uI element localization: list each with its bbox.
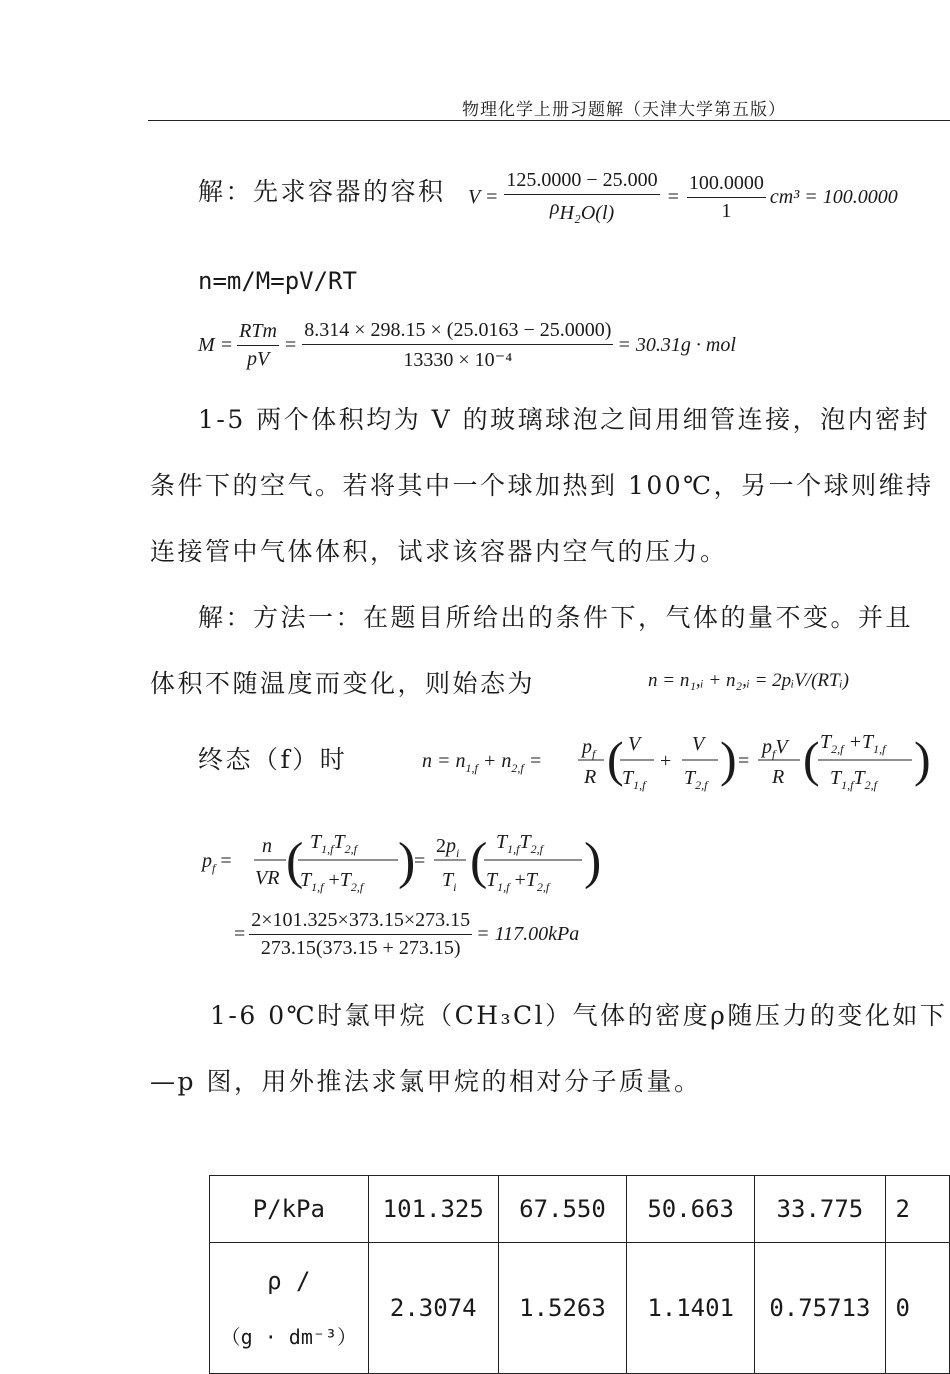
volume-den1: ρ: [549, 197, 560, 219]
volume-den1-sub: H₂O(l): [559, 202, 615, 224]
initial-state-equation: n = n₁,ᵢ + n₂,ᵢ = 2pᵢV/(RTᵢ): [648, 670, 849, 691]
svg-text:): ): [398, 833, 416, 890]
table-header-density: [210, 1243, 369, 1374]
svg-text:=: =: [414, 850, 426, 872]
table-cell: 33.775: [755, 1176, 885, 1243]
svg-text:n: n: [262, 835, 272, 857]
table-header-pressure: P/kPa: [210, 1176, 369, 1243]
solution-line-1: 解：方法一：在题目所给出的条件下，气体的量不变。并且: [198, 603, 914, 632]
volume-lhs: V =: [468, 185, 499, 208]
problem-1-5-line-2: 条件下的空气。若将其中一个球加热到 100℃，另一个球则维持: [150, 471, 934, 500]
molar-mass-lhs: M =: [198, 333, 234, 356]
pf-numeric-den: 273.15(373.15 + 273.15): [260, 936, 461, 959]
svg-text:(: (: [607, 731, 624, 787]
page-header: 物理化学上册习题解（天津大学第五版）: [462, 100, 786, 120]
table-cell: 0: [885, 1243, 949, 1374]
svg-text:T1,f +T2,f: $T_{1,f} +T_{2,f}$: [486, 869, 550, 894]
svg-text:(: (: [470, 833, 488, 890]
problem-1-5-line-3: 连接管中气体体积，试求该容器内空气的压力。: [150, 537, 728, 566]
table-cell: 101.325: [368, 1176, 498, 1243]
volume-fraction-2: [687, 172, 766, 223]
svg-text:=: =: [738, 750, 750, 772]
table-row-density: [210, 1243, 950, 1374]
svg-text:(: (: [803, 731, 820, 787]
pf-numeric-num: 2×101.325×373.15×273.15: [249, 909, 472, 935]
density-header-bottom: （g · dm⁻³）: [220, 1324, 357, 1349]
problem-1-6-line-2: —p 图，用外推法求氯甲烷的相对分子质量。: [150, 1067, 702, 1096]
table-row-pressure: [210, 1176, 950, 1243]
pf-result: = 117.00kPa: [476, 922, 580, 945]
svg-text:+: +: [660, 750, 672, 772]
final-state-label: 终态（f）时: [198, 745, 348, 774]
svg-text:2pi: $2p_i$: [436, 835, 460, 860]
pf-numeric-fraction: [249, 909, 472, 960]
molar-mass-f1-num: RTm: [237, 320, 279, 346]
svg-text:): ): [584, 833, 602, 890]
problem-1-5-line-1: 1-5 两个体积均为 V 的玻璃球泡之间用细管连接，泡内密封: [198, 405, 931, 434]
table-cell: 1.1401: [627, 1243, 755, 1374]
density-header-top: ρ /: [267, 1266, 311, 1295]
molar-mass-f1-den: pV: [246, 347, 270, 370]
n-formula: n=m/M=pV/RT: [198, 267, 357, 295]
svg-text:V: V: [692, 733, 705, 755]
svg-text:VR: VR: [255, 867, 280, 889]
svg-text:): ): [914, 731, 931, 787]
svg-text:R: R: [772, 766, 785, 788]
svg-text:T2,f: $T_{2,f}$: [684, 767, 708, 792]
solution-line-2: 体积不随温度而变化，则始态为: [150, 669, 536, 698]
table-cell: 50.663: [627, 1176, 755, 1243]
svg-text:T2,f +T1,f: $T_{2,f} +T_{1,f}$: [820, 731, 886, 756]
problem-1-6-line-1: 1-6 0℃时氯甲烷（CH₃Cl）气体的密度ρ随压力的变化如下: [210, 1001, 948, 1030]
final-state-equation: [420, 720, 935, 800]
table-cell: 2.3074: [368, 1243, 498, 1374]
pf-numeric: = $\frac{2\times 101.325\times 373.15\times 273.15}{273.15(373.15 + 273.15)}$ = 117.00kPa: [234, 908, 580, 959]
svg-text:pfV: $p_fV$: [762, 736, 788, 761]
volume-num2: 100.0000: [687, 172, 766, 198]
table-cell: 1.5263: [498, 1243, 626, 1374]
svg-text:T1,f: $T_{1,f}$: [622, 767, 646, 792]
molar-mass-fraction-2: [302, 319, 613, 372]
svg-text:n = n1,f + n2,f =: $n = n_{1,f} + n_{2,f}$ =: [422, 750, 543, 775]
svg-text:T1,f +T2,f: $T_{1,f} +T_{2,f}$: [300, 869, 364, 894]
molar-mass-f2-den: 13330 × 10⁻⁴: [403, 348, 513, 371]
molar-mass-fraction-1: [237, 320, 279, 371]
header-rule: [148, 120, 950, 121]
density-pressure-table: [209, 1175, 950, 1374]
volume-tail: cm³ = 100.0000: [769, 185, 898, 208]
svg-text:pf =: $p_f$ =: [202, 850, 232, 875]
svg-text:(: (: [286, 833, 304, 890]
svg-text:T1,fT2,f: $T_{1,f}T_{2,f}$: [310, 831, 357, 856]
svg-text:V: V: [628, 733, 641, 755]
pf-equation: [198, 820, 618, 902]
table-cell: 2: [885, 1176, 949, 1243]
volume-num1: 125.0000 − 25.000: [504, 169, 659, 195]
molar-mass-f2-num: 8.314 × 298.15 × (25.0163 − 25.0000): [302, 319, 613, 345]
volume-fraction-1: [504, 169, 659, 225]
svg-text:pf: $p_f$: [582, 736, 596, 761]
molar-mass-equation: M = $\frac{\text{RTm}}{pV}$ = $\frac{8.314 \times 298.15 \times (25.0163 - 25.0000)}{\text{13330 × 10⁻⁴}}$ = 30.31g · mol: [198, 318, 736, 371]
molar-mass-result: = 30.31g · mol: [617, 333, 736, 356]
table-cell: 67.550: [498, 1176, 626, 1243]
svg-text:): ): [720, 731, 737, 787]
svg-text:T1,fT2,f: $T_{1,f}T_{2,f}$: [496, 831, 543, 856]
svg-text:R: R: [584, 766, 597, 788]
svg-text:Ti: $T_i$: [442, 869, 457, 894]
volume-equation: V = $\frac{125.0000 - 25.000}{\rho_{H_2O(l)}}$ = $\frac{100.0000}{1}$ cm³ = 100.0000: [468, 169, 898, 224]
volume-den2: 1: [721, 199, 732, 222]
svg-text:T1,fT2,f: $T_{1,f}T_{2,f}$: [830, 767, 877, 792]
volume-lead: 解：先求容器的容积: [198, 177, 446, 206]
table-cell: 0.75713: [755, 1243, 885, 1374]
